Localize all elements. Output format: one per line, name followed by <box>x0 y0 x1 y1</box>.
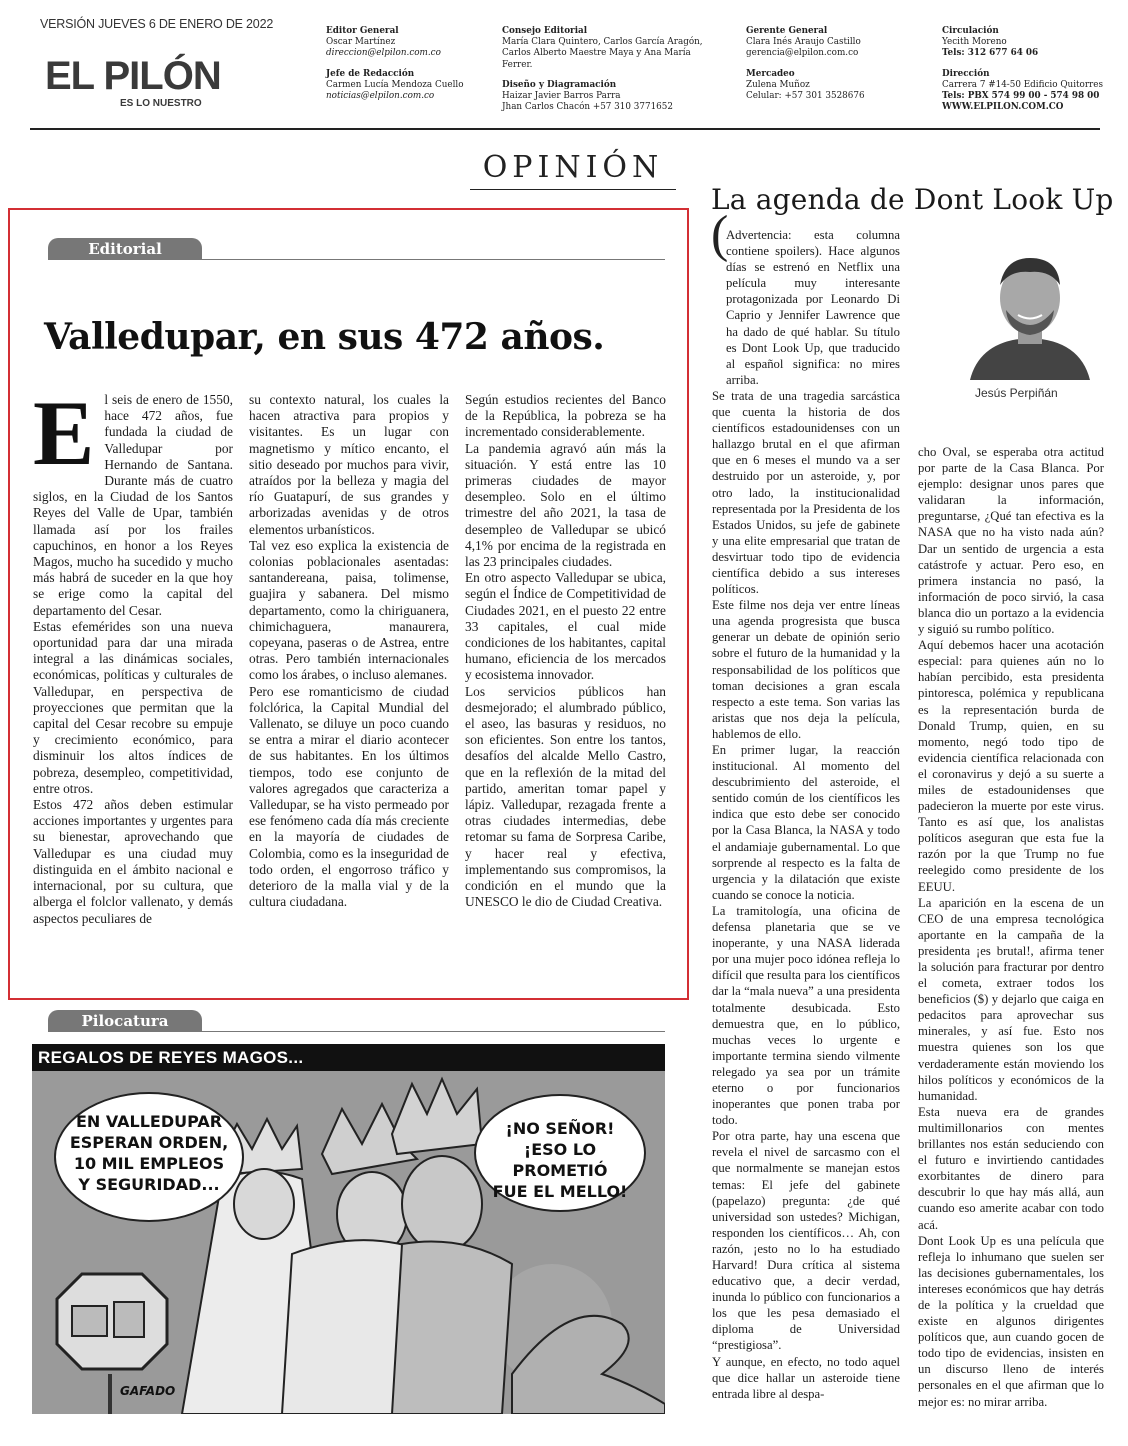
opinion-column-2 <box>918 444 1104 1414</box>
paragraph: Pero ese romanticismo de ciudad folclórica, la Capital Mundial del Vallenato, se diluye un poco cuando se entra a mirar el diario acontecer de sus habitantes. En los últimos tiempos, todo ese conjunto de valores agregados que caracteriza a Valledupar, se ha visto permeado por ese fenómeno cada día más creciente en la mayoría de ciudades de Colombia, como es la inseguridad de todo orden, el engorroso tráfico y deterioro de la malla vial y de la cultura ciudadana. <box>249 683 449 910</box>
editorial-headline: Valledupar, en sus 472 años. <box>44 316 605 358</box>
paragraph: Aquí debemos hacer una acotación especial: para quienes aún no lo habían percibido, esta presidenta pintoresca, polémica y republicana es la representación burda de Donald Trump, quien, en su momento, negó todo tipo de evidencia científica relacionada con el coronavirus y dejó a su suerte a miles de estadounidenses que padecieron la muerte por este virus. Tanto es así que, los analistas políticos aseguran que esta fue la razón por la que Trump no fue reelegido como presidente de los EEUU. <box>918 638 1104 894</box>
paragraph: Estas efemérides son una nueva oportunidad para dar una mirada integral a las dinámicas sociales, económicas, políticas y culturales de Valledupar, en perspectiva de proyecciones que permitan que la capital del Cesar recobre su empuje y crecimiento económico, para disminuir los altos índices de pobreza, desempleo, competitividad, entre otros. <box>33 618 233 796</box>
paragraph: Por otra parte, hay una escena que revela el nivel de sarcasmo con el que normalmente se manejan estos temas: El jefe del gabinete (papelazo) pregunta: ¿de qué universidad son ustedes? Michigan, responden los científicos… Ah, con razón, ¡esto no lo ha estudiado Harvard! Dura crítica al sistema educativo que, a decir verdad, inunda lo público con funcionarios a los que les pesa demasiado el diploma de Universidad “prestigiosa”. <box>712 1129 900 1353</box>
credits-gerencia: Gerente General Clara Inés Araujo Castillo gerencia@elpilon.com.co Mercadeo Zulena Muñoz Celular: +57 301 3528676 <box>746 26 865 102</box>
paragraph: Este filme nos deja ver entre líneas una agenda progresista que busca generar un debate de opinión serio sobre el futuro de la humanidad y la responsabilidad de los políticos que toman decisiones a gran escala respecto a este tema. Son varias las aristas que nos deja la película, hablemos de ello. <box>712 598 900 741</box>
opening-parenthesis: ( <box>711 206 729 263</box>
editorial-column-3 <box>465 392 666 992</box>
paragraph: Esta nueva era de grandes multimillonarios con mentes brillantes nos están seduciendo con el futuro e invirtiendo cantidades exorbitantes de dinero para descubrir lo que hay más allá, aun cuando eso amerite acabar con todo acá. <box>918 1104 1104 1232</box>
paragraph: Estos 472 años deben estimular acciones importantes y urgentes para su bienestar, aprovechando que Valledupar es una ciudad muy distinguida en el ámbito nacional e internacional, por su cultura, que alberga el folclor vallenato, y demás aspectos peculiares de <box>33 797 233 926</box>
editorial-tab: Editorial <box>48 238 202 260</box>
paragraph: La aparición en la escena de un CEO de una empresa tecnológica aportante en la campaña de la presidenta ¡es brutal!, afirma tener la solución para fracturar por dentro el cometa, extraer todos los beneficios ($) y dejarlo que caiga en pedacitos para aprovechar sus minerales, y así fue. Esto nos muestra quienes son los que verdaderamente están moviendo los hilos políticos y económicos de la humanidad. <box>918 895 1104 1103</box>
editorial-column-1 <box>33 392 233 992</box>
paragraph: En primer lugar, la reacción institucional. Al momento del descubrimiento del asteroide, el sentido común de los científicos les indica que esto debe ser conocido por la Casa Blanca, la NASA y todo el andamiaje gubernamental. Lo que sorprende al respecto es la falta de urgencia y la dilatación que existe cuando se conoce la noticia. <box>712 743 900 902</box>
paragraph: Se trata de una tragedia sarcástica que cuenta la historia de dos científicos estadounidenses con un hallazgo brutal en el que afirman que en 6 meses el mundo va a ser destruido por un asteroide, y, por otro lado, la institucionalidad representada por la Presidenta de los Estados Unidos, su jefe de gabinete y una elite empresarial que tratan de desvirtuar todo tipo de evidencia científica debido a sus intereses políticos. <box>712 388 900 597</box>
editorial-column-2 <box>249 392 449 992</box>
cartoon-title: REGALOS DE REYES MAGOS... <box>32 1044 665 1071</box>
credits-circulacion: Circulación Yecith Moreno Tels: 312 677 64 06 Dirección Carrera 7 #14-50 Edificio Quitorres Tels: PBX 574 99 00 - 574 98 00 WWW.ELPILON.COM.CO <box>942 26 1103 113</box>
credits-consejo: Consejo Editorial María Clara Quintero, Carlos García Aragón, Carlos Alberto Maestre Maya y Ana María Ferrer. Diseño y Diagramación Haizar Javier Barros Parra Jhan Carlos Chacón +57 310 3771652 <box>502 26 703 113</box>
paragraph: La tramitología, una oficina de defensa planetaria que se ve inoperante, y una NASA liderada por una mujer poco idónea refleja lo difícil que resulta para los científicos dar la “mala nueva” a una presidenta totalmente desubicada. Esto demuestra que, en lo público, muchas veces lo urgente e importante termina siendo vilmente relegado ya sea por un trámite eterno o por funcionarios inoperantes que ponen traba por todo. <box>712 903 900 1128</box>
drop-cap: E <box>33 392 95 484</box>
opinion-headline: La agenda de Dont Look Up <box>711 183 1114 216</box>
section-title: OPINIÓN <box>482 150 664 185</box>
masthead-rule <box>30 128 1100 130</box>
paragraph: Advertencia: esta columna contiene spoilers). Hace algunos días se estrenó en Netflix una película muy interesante protagonizada por Leonardo Di Caprio y Jennifer Lawrence que ha dado de qué hablar. Su título es Dont Look Up, que traducido al español significa: no mires arriba. <box>726 228 900 387</box>
pilocatura-rule <box>48 1031 665 1032</box>
speech-bubble-right: ¡NO SEÑOR! ¡ESO LO PROMETIÓ FUE EL MELLO! <box>474 1094 646 1212</box>
section-rule <box>470 189 676 190</box>
cartoon <box>32 1044 665 1414</box>
paragraph: l seis de enero de 1550, hace 472 años, fue fundada la ciudad de Valledupar por Hernando de Santana. Durante más de cuatro siglos, en la Ciudad de los Santos Reyes del Valle de Upar, también llamada así por los frailes capuchinos, en honor a los Reyes Magos, mucho ha sucedido y mucho más habrá de suceder en la que hoy se erige como la capital del departamento del Cesar. <box>33 392 233 618</box>
paragraph: Los servicios públicos han desmejorado; el alumbrado público, el aseo, las basuras y residuos, no son eficientes. Son entre los tantos, desafíos del alcalde Mello Castro, que en la reflexión de la mitad del partido, ameritan tomar papel y lápiz. Valledupar, rezagada frente a otras ciudades intermedias, debe retomar su fama de Sorpresa Caribe, y hacer real y efectiva, implementando sus compromisos, la condición en el mundo que la UNESCO le dio de Ciudad Creativa. <box>465 683 666 910</box>
paragraph: cho Oval, se esperaba otra actitud por parte de la Casa Blanca. Por ejemplo: designar unos pares que validaran la información, preguntarse, ¿Qué tan efectiva es la NASA que no ha visto nada aún? Dar un sentido de urgencia a esta catástrofe y actuar. Pero eso, en primera instancia no pasó, la información de poco sirvió, la casa blanca dio un portazo a la evidencia y siguió su rumbo político. <box>918 445 1104 637</box>
edition-date: VERSIÓN JUEVES 6 DE ENERO DE 2022 <box>40 17 274 31</box>
author-name: Jesús Perpiñán <box>975 386 1058 400</box>
newspaper-slogan: ES LO NUESTRO <box>120 98 202 109</box>
newspaper-logo[interactable]: EL PILÓN <box>45 54 221 98</box>
paragraph: En otro aspecto Valledupar se ubica, según el Índice de Competitividad de Ciudades 2021, en el puesto 22 entre 33 capitales, el cual mide condiciones de los habitantes, capital humano, eficiencia de los mercados y ecosistema innovador. <box>465 570 666 683</box>
paragraph: Y aunque, en efecto, no todo aquel que dice hallar un asteroide tiene entrada libre al despa- <box>712 1354 900 1401</box>
pilocatura-tab: Pilocatura <box>48 1010 202 1032</box>
paragraph: La pandemia agravó aún más la situación. Y está entre las 10 primeras ciudades de mayor desempleo. Solo en el último trimestre del año 2021, la tasa de desempleo de Valledupar se ubicó 4,1% por encima de la registrada en las 23 principales ciudades. <box>465 440 666 570</box>
paragraph: su contexto natural, los cuales la hacen atractiva para propios y visitantes. Es un lugar con magnetismo y mítico encanto, el sitio deseado por muchos para vivir, atraídos por la belleza y magia del río Guatapurí, de sus grandes y arborizadas avenidas y de otros elementos urbanísticos. <box>249 392 449 537</box>
author-photo <box>960 240 1100 380</box>
paragraph: Tal vez eso explica la existencia de colonias poblacionales asentadas: santandereana, paisa, tolimense, guajira y sabanera. Del mismo departamento, como la chiriguanera, chimichaguera, manaurera, copeyana, paseras o de Astrea, entre otras. Pero también internacionales como los árabes, o incluso alemanes. <box>249 537 449 683</box>
paragraph: Dont Look Up es una película que refleja lo inhumano que suelen ser las decisiones gubernamentales, los intereses económicos que hay detrás de la política y la crueldad que existe en algunos dirigentes políticos que, aun cuando gocen de todo tipo de evidencias, insisten en un discurso lleno de interés personales en el que afirman que lo mejor es: no mirar arriba. <box>918 1233 1104 1409</box>
website-link[interactable]: WWW.ELPILON.COM.CO <box>942 102 1064 113</box>
opinion-column-1 <box>712 227 900 1413</box>
cartoonist-signature: GAFADO <box>120 1384 176 1398</box>
speech-bubble-left: EN VALLEDUPAR ESPERAN ORDEN, 10 MIL EMPLEOS Y SEGURIDAD... <box>54 1092 244 1222</box>
paragraph: Según estudios recientes del Banco de la República, la pobreza se ha incrementado considerablemente. <box>465 392 666 440</box>
credits-editor: Editor General Oscar Martínez direccion@elpilon.com.co Jefe de Redacción Carmen Lucía Mendoza Cuello noticias@elpilon.com.co <box>326 26 464 102</box>
editorial-rule <box>48 259 665 260</box>
